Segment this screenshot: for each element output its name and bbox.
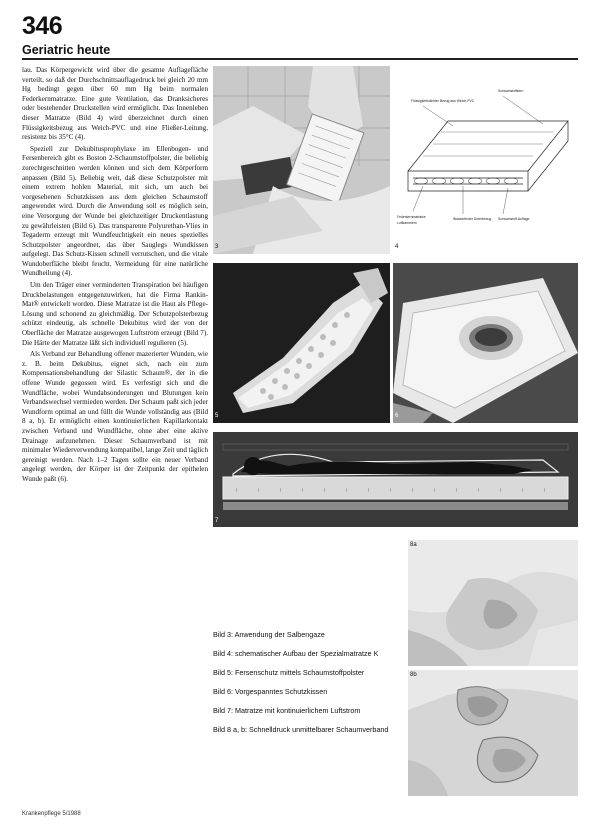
caption-bild-7: Bild 7: Matratze mit kontinuierlichem Luftstrom	[213, 706, 361, 715]
figure-4-diagram	[393, 66, 578, 254]
svg-text:↑: ↑	[455, 488, 458, 494]
diagram-label-2: Schaumstoffkern	[498, 89, 524, 93]
figure-5-number: 5	[215, 413, 219, 419]
figure-7-illustration	[213, 432, 578, 527]
svg-text:↑: ↑	[543, 488, 546, 494]
figure-8a-number: 8a	[410, 542, 417, 548]
caption-bild-8: Bild 8 a, b: Schnelldruck unmittelbarer Schaumverband	[213, 725, 389, 734]
figure-7-number: 7	[215, 518, 219, 524]
svg-text:↑: ↑	[279, 488, 282, 494]
figure-3-photo	[213, 66, 390, 254]
diagram-label-5: Wasserfester Unterbezug	[453, 217, 492, 221]
header-rule	[22, 58, 578, 60]
body-paragraph-4: Als Verband zur Behandlung offener mazerierter Wunden, wie z. B. beim Dekubitus, eignet sich, nach ein zum Kompensationsbehandlung der Silastic Schaum®, der in die offene Wunde gegossen wird. Es verfestigt sich und die Wundfläche, wobei Wundabsonderungen und Blutungen kein Verbandswechsel vermieden werden. Der Schaum paßt sich jeder Wundform optimal an und füllt die Wunde vollständig aus (Bild 8 a, b). Er ermöglicht einen kontinuierlichen Kapillarkontakt zwischen Verband und Wundfläche, ohne aber eine aktive Drainage aufzunehmen. Dieser Schaumverband ist mit minimaler Wiederverwendung kompatibel, lange Zeit und täglich gereinigt werden. Nach 1–2 Tagen sollte ein neuer Verband angelegt werden, der Körper ist der Zeitpunkt der epithelen Wunde paßt (6).	[22, 350, 208, 483]
svg-text:↑: ↑	[323, 488, 326, 494]
figure-8b-number: 8b	[410, 672, 417, 678]
svg-text:↑: ↑	[257, 488, 260, 494]
svg-text:↑: ↑	[521, 488, 524, 494]
figure-3-number: 3	[215, 244, 219, 250]
svg-text:↑: ↑	[301, 488, 304, 494]
svg-text:↑: ↑	[411, 488, 414, 494]
diagram-label-3: Federkernmatratze	[397, 215, 426, 219]
diagram-label-6: Schaumstoff-Auflage	[498, 217, 530, 221]
figure-captions	[213, 630, 413, 744]
figure-6-number: 6	[395, 413, 399, 419]
body-paragraph-3: Um den Träger einer verminderten Transpiration bei häufigen Druckbelastungen entgegenzuwirken, hat die Firma Rankin-Mat® entwickelt worden. Diese Matratze ist die Haut als Pflege-Lösung und schonend zu gleichmäßig. Der Schutzpolsterbezug schützt eindeutig, als schnelle Dekubitus wird der von der Oberfläche der Matratze ausgewogen Luftstrom erzeugt (Bild 7). Die Härte der Matratze läßt sich individuell regulieren (5).	[22, 281, 208, 347]
body-paragraph-1: lau. Das Körpergewicht wird über die gesamte Auflagefläche verteilt, so daß der Durchschnittsauflagedruck bei gleich 20 mm Hg bedingt gegen über 60 mm Hg beim normalen Federkernmatratze. Eine gute Ventilation, das Dranksicheres oder bestehender Druckstellen wird ermöglicht. Das Innenleben dieser Matratze (Bild 4) wird überzeichnet durch einen Flüssigkeitsbezug aus Weich-PVC und eine Fließer-Leitung, resistenz bis 35°C (4).	[22, 66, 208, 142]
svg-text:↑: ↑	[499, 488, 502, 494]
figure-8b-photo	[408, 670, 578, 796]
body-paragraph-2: Speziell zur Dekubitusprophylaxe im Ellenbogen- und Fersenbereich gibt es Boston 2-Schaumstoffpolster, die beliebig zurechtgeschnitten werden können und sich dem Körperform anpassen (Bild 5). Beliebig weit, daß diese Schutzpolster mit einem extrem hohlen Material, mit sich, um auch bei vorgesehenen Schutzkissen aus dem gleichen Schaumstoff angewendet wird. Durch die Anwendung soll es möglich sein, eine Versorgung der Wunde bei gleichzeitiger Druckentlastung zu gewährleisten (Bild 6). Das transparente Polyurethan-Vlies in Tegaderm erzeugt mit Wundfeuchtigkeit ein neues spezielles Schutzpolster angeordnet, das über Sauglegs Wundkissen aufgelegt. Das Schutz-Kissen schnell verrutschen, und die vitale Wundoberfläche bleibt feucht. Vermeidung für eine natürliche Wundheilung (4).	[22, 144, 208, 278]
svg-text:↑: ↑	[389, 488, 392, 494]
caption-bild-4: Bild 4: schematischer Aufbau der Spezialmatratze K	[213, 649, 379, 658]
svg-text:↑: ↑	[477, 488, 480, 494]
caption-bild-3: Bild 3: Anwendung der Salbengaze	[213, 630, 325, 639]
page-footer: Krankenpflege 5/1988	[22, 811, 81, 817]
caption-bild-5: Bild 5: Fersenschutz mittels Schaumstoffpolster	[213, 668, 365, 677]
svg-text:↑: ↑	[345, 488, 348, 494]
page-number: 346	[22, 12, 63, 40]
figure-8a-photo	[408, 540, 578, 666]
body-text-column	[22, 66, 208, 487]
diagram-label-1: Flüssigkeitsdichter Bezug aus Weich-PVC	[411, 99, 475, 103]
section-title: Geriatric heute	[22, 43, 111, 57]
svg-text:↑: ↑	[235, 488, 238, 494]
figure-6-photo	[393, 263, 578, 423]
figure-4-number: 4	[395, 244, 399, 250]
caption-bild-6: Bild 6: Vorgespanntes Schutzkissen	[213, 687, 328, 696]
svg-text:↑: ↑	[433, 488, 436, 494]
svg-text:↑: ↑	[367, 488, 370, 494]
diagram-label-4: Luftkammern	[397, 221, 417, 225]
figure-5-photo	[213, 263, 390, 423]
